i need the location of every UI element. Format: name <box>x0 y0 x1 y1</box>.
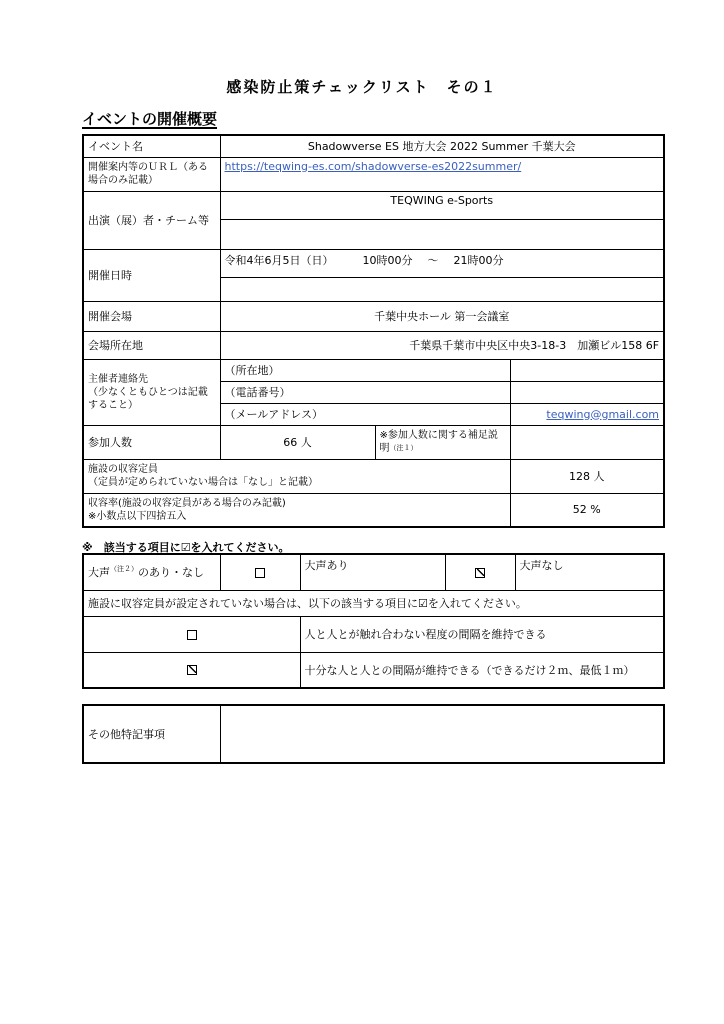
row-capacity <box>83 459 664 493</box>
organizer-email-label: （メールアドレス） <box>220 403 510 425</box>
row-ratio <box>83 493 664 527</box>
other-value[interactable] <box>220 705 664 763</box>
performer-label: 出演（展）者・チーム等 <box>83 191 220 249</box>
participants-note-value <box>510 425 664 459</box>
event-name-value: Shadowverse ES 地方大会 2022 Summer 千葉大会 <box>220 135 664 157</box>
voice-label: 大声 <box>88 566 110 580</box>
voice-no-checkbox[interactable] <box>475 568 485 578</box>
participants-value: 66 人 <box>220 425 375 459</box>
row-participants <box>83 425 664 459</box>
row-url <box>83 157 664 191</box>
spacing-option-2-checkbox[interactable] <box>187 665 197 675</box>
check-instruction: ※ 該当する項目に☑を入れてください。 <box>82 541 290 554</box>
date-day: 令和4年6月5日（日） <box>224 253 334 267</box>
participants-label: 参加人数 <box>83 425 220 459</box>
row-other <box>83 705 664 763</box>
row-performer <box>83 191 664 219</box>
checklist-table <box>82 553 665 689</box>
voice-yes-checkbox[interactable] <box>255 568 265 578</box>
participants-note-label: ※参加人数に関する補足説明 <box>379 430 498 454</box>
organizer-address-value <box>510 359 664 381</box>
organizer-address-label: （所在地） <box>220 359 510 381</box>
spacing-option-1-checkbox[interactable] <box>187 630 197 640</box>
voice-label-mark: （注２） <box>110 565 138 574</box>
performer-value-2 <box>220 219 664 249</box>
date-start: 10時00分 <box>362 253 413 267</box>
date-separator: ～ <box>427 253 439 267</box>
participants-note-mark: （注１） <box>389 444 418 452</box>
spacing-header: 施設に収容定員が設定されていない場合は、以下の該当する項目に☑を入れてください。 <box>83 590 664 616</box>
row-spacing-header <box>83 590 664 616</box>
url-link[interactable]: https://teqwing-es.com/shadowverse-es2022summer/ <box>224 159 522 173</box>
document-title: 感染防止策チェックリスト その１ <box>226 78 498 96</box>
venue-label: 開催会場 <box>83 301 220 331</box>
voice-no-label: 大声なし <box>515 554 664 590</box>
performer-value: TEQWING e-Sports <box>220 191 664 219</box>
organizer-email-link[interactable]: teqwing@gmail.com <box>546 407 660 421</box>
row-organizer <box>83 359 664 381</box>
voice-label-tail: のあり・なし <box>138 566 204 580</box>
voice-yes-label: 大声あり <box>300 554 445 590</box>
spacing-option-2-label: 十分な人と人との間隔が維持できる（できるだけ２ｍ、最低１ｍ） <box>300 652 664 688</box>
date-value-2 <box>220 277 664 301</box>
row-spacing-option-2 <box>83 652 664 688</box>
ratio-value: 52 % <box>510 493 664 527</box>
row-spacing-option-1 <box>83 616 664 652</box>
address-value: 千葉県千葉市中央区中央3-18-3 加瀬ビル158 6F <box>220 331 664 359</box>
date-label: 開催日時 <box>83 249 220 301</box>
organizer-phone-label: （電話番号） <box>220 381 510 403</box>
row-address <box>83 331 664 359</box>
ratio-label: 収容率(施設の収容定員がある場合のみ記載) <box>88 497 286 509</box>
capacity-label-sub: （定員が定められていない場合は「なし」と記載） <box>88 477 318 488</box>
row-event-name <box>83 135 664 157</box>
address-label: 会場所在地 <box>83 331 220 359</box>
spacing-option-1-label: 人と人とが触れ合わない程度の間隔を維持できる <box>300 616 664 652</box>
organizer-label: 主催者連絡先 （少なくともひとつは記載すること） <box>83 359 220 425</box>
event-summary-table <box>82 134 665 528</box>
capacity-value: 128 人 <box>510 459 664 493</box>
other-notes-table <box>82 704 665 764</box>
ratio-label-sub: ※小数点以下四捨五入 <box>88 510 187 522</box>
venue-value: 千葉中央ホール 第一会議室 <box>220 301 664 331</box>
organizer-phone-value <box>510 381 664 403</box>
capacity-label: 施設の収容定員 <box>88 464 158 475</box>
section-heading: イベントの開催概要 <box>82 110 218 128</box>
row-voice <box>83 554 664 590</box>
url-label: 開催案内等のＵＲＬ（ある場合のみ記載） <box>83 157 220 191</box>
date-end: 21時00分 <box>453 253 504 267</box>
row-venue <box>83 301 664 331</box>
other-label: その他特記事項 <box>83 705 220 763</box>
event-name-label: イベント名 <box>83 135 220 157</box>
row-date <box>83 249 664 277</box>
